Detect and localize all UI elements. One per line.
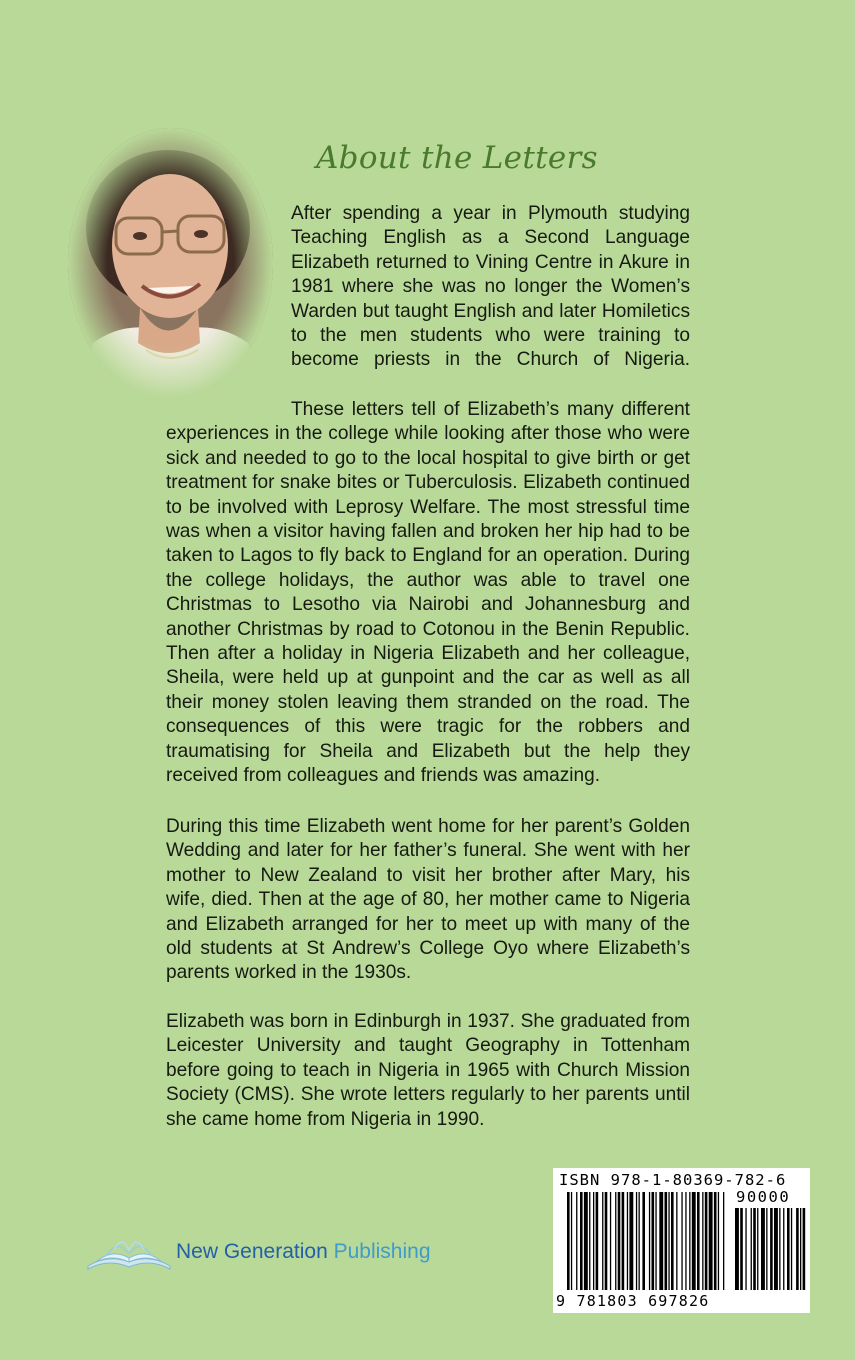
barcode-bar (676, 1192, 677, 1290)
author-photo-image (68, 128, 273, 398)
barcode-bar (681, 1192, 682, 1290)
price-barcode-bar (735, 1208, 739, 1290)
price-barcode-bar (753, 1208, 756, 1290)
barcode-bar (649, 1192, 650, 1290)
price-barcode-bar (770, 1208, 773, 1290)
barcode-bar (718, 1192, 719, 1290)
price-barcode-bar (787, 1208, 790, 1290)
paragraph-intro: After spending a year in Plymouth studying Teaching English as a Second Language Elizabeth returned to Vining Centre in Akure in 1981 where she was no longer the Women’s Warden but taught English and later Homiletics to the men students who were training to become priests in the Church of Nigeria. (291, 203, 690, 371)
price-barcode-bar (740, 1208, 743, 1290)
price-barcode-bar (803, 1208, 806, 1290)
barcode-bar (610, 1192, 611, 1290)
barcode-bar (659, 1192, 663, 1290)
barcode-bar (602, 1192, 603, 1290)
publisher-name-part2: Publishing (333, 1240, 431, 1263)
price-barcode-bar (791, 1208, 792, 1290)
barcode-bar (671, 1192, 674, 1290)
barcode-bar (689, 1192, 690, 1290)
barcode-bar (642, 1192, 645, 1290)
barcode-bar (697, 1192, 700, 1290)
barcode-bar (702, 1192, 703, 1290)
barcode-bar (639, 1192, 640, 1290)
barcode-bar (593, 1192, 594, 1290)
publisher-logo (86, 1232, 431, 1272)
barcode-bar (709, 1192, 713, 1290)
paragraph-family: During this time Elizabeth went home for her parent’s Golden Wedding and later for her father’s funeral. She went with her mother to New Zealand to visit her brother after Mary, his wife, died. Then at the age of 80, her mother came to Nigeria and Elizabeth arranged for her to meet up with many of the old students at St Andrew’s College Oyo where Elizabeth’s parents worked in the 1930s. (166, 816, 690, 984)
barcode-bar (589, 1192, 590, 1290)
barcode-bar (615, 1192, 616, 1290)
barcode-bar (705, 1192, 708, 1290)
barcode-bar (636, 1192, 637, 1290)
price-code: 90000 (736, 1188, 791, 1206)
price-barcode-bar (779, 1208, 780, 1290)
price-barcode-bar (751, 1208, 752, 1290)
barcode-bar (576, 1192, 577, 1290)
barcode-bar (655, 1192, 656, 1290)
barcode-bar (622, 1192, 625, 1290)
price-barcode-bar (766, 1208, 767, 1290)
price-barcode-bar (800, 1208, 801, 1290)
paragraph-biography: Elizabeth was born in Edinburgh in 1937. She graduated from Leicester University and taught Geography in Tottenham before going to teach in Nigeria in 1965 with Church Mission Society (CMS). She wrote letters regularly to her parents until she came home from Nigeria in 1990. (166, 1011, 690, 1130)
price-barcode-bar (783, 1208, 784, 1290)
barcode-bar (714, 1192, 717, 1290)
barcode-bar (627, 1192, 628, 1290)
price-barcode-bar (757, 1208, 758, 1290)
barcode-bar (571, 1192, 572, 1290)
isbn-barcode (553, 1168, 810, 1313)
barcode-bar (665, 1192, 668, 1290)
publisher-name-part1: New Generation (176, 1240, 328, 1263)
barcode-bar (584, 1192, 588, 1290)
barcode-bar (723, 1192, 724, 1290)
barcode-bar (618, 1192, 621, 1290)
price-barcode-bar (774, 1208, 778, 1290)
barcode-bar (668, 1192, 669, 1290)
barcode-bar (605, 1192, 608, 1290)
price-barcode-bar (761, 1208, 765, 1290)
paragraph-experiences: These letters tell of Elizabeth’s many different experiences in the college while looking after those who were sick and needed to go to the local hospital to give birth or get treatment for snake bites or Tuberculosis. Elizabeth continued to be involved with Leprosy Welfare. The most stressful time was when a visitor having fallen and broken her hip had to be taken to Lagos to fly back to England for an operation. During the college holidays, the author was able to travel one Christmas to Lesotho via Nairobi and Johannesburg and another Christmas by road to Cotonou in the Benin Republic. Then after a holiday in Nigeria Elizabeth and her colleague, Sheila, were held up at gunpoint and the car as well as all their money stolen leaving them stranded on the road. The consequences of this were tragic for the robbers and traumatising for Sheila and Elizabeth but the help they received from colleagues and friends was amazing. (166, 399, 690, 787)
barcode-bar (580, 1192, 583, 1290)
barcode-bar (596, 1192, 599, 1290)
price-barcode-bar (745, 1208, 746, 1290)
barcode-bar (567, 1192, 570, 1290)
author-portrait (68, 128, 273, 398)
open-book-icon (86, 1232, 172, 1272)
barcode-bar (692, 1192, 696, 1290)
ean-digits: 9 781803 697826 (556, 1292, 710, 1310)
section-heading: About the Letters (316, 140, 598, 176)
barcode-bar (629, 1192, 633, 1290)
barcode-bar (652, 1192, 655, 1290)
publisher-name (176, 1240, 431, 1264)
barcode-bar (685, 1192, 686, 1290)
isbn-label: ISBN 978-1-80369-782-6 (559, 1171, 787, 1189)
price-barcode-bar (796, 1208, 799, 1290)
